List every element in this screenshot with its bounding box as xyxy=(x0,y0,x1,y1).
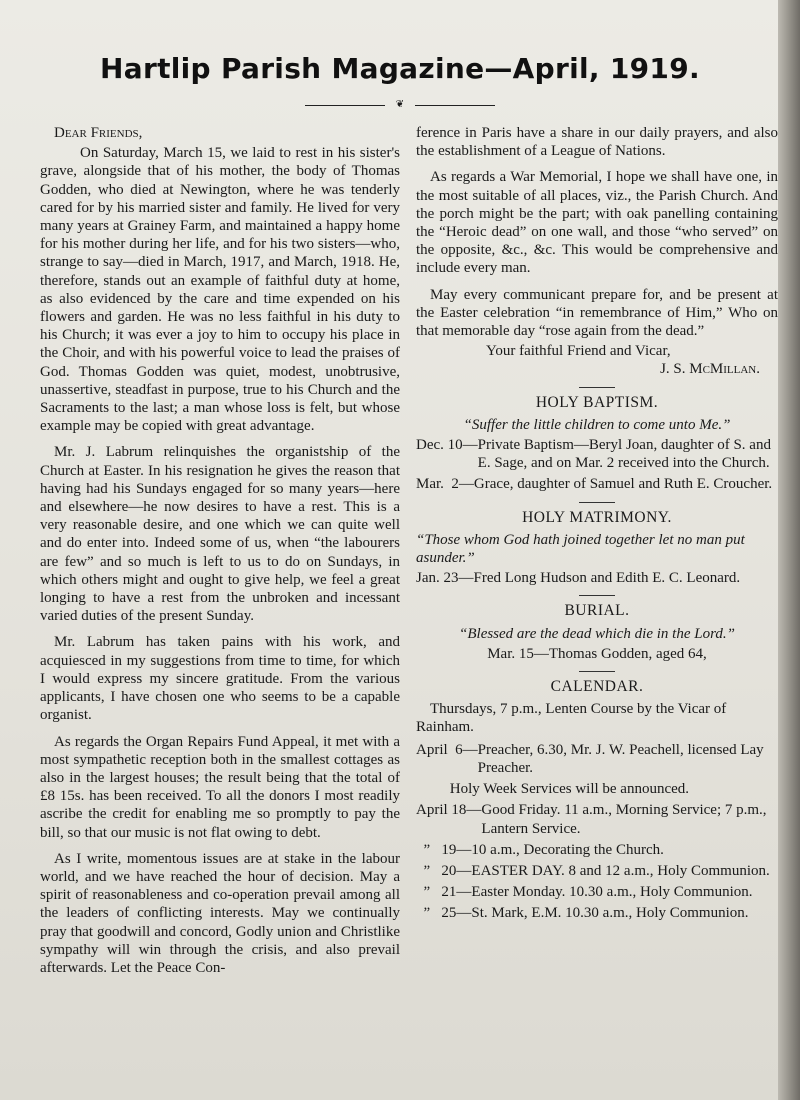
entry-date: ” 19— xyxy=(416,841,472,858)
entry-date: ” 20— xyxy=(416,862,472,879)
letter-signoff: Your faithful Friend and Vicar, xyxy=(486,343,671,360)
calendar-entry xyxy=(416,780,778,798)
calendar-entry xyxy=(416,741,778,777)
burial-quote: “Blessed are the dead which die in the Lord.” xyxy=(459,625,735,642)
entry-date: Dec. 10— xyxy=(416,437,478,454)
entry-text: EASTER DAY. 8 and 12 a.m., Holy Communion. xyxy=(471,862,770,879)
calendar-entry xyxy=(416,801,778,837)
letter-signature: J. S. McMillan. xyxy=(660,361,760,378)
section-divider xyxy=(579,387,615,388)
right-column xyxy=(416,124,778,926)
entry-text: Preacher, 6.30, Mr. J. W. Peachell, licensed Lay Preacher. xyxy=(477,741,764,776)
entry-text: Holy Week Services will be announced. xyxy=(449,781,690,798)
entry-date: April 18— xyxy=(416,802,482,819)
burial-entry: Mar. 15—Thomas Godden, aged 64, xyxy=(487,645,707,662)
calendar-entry xyxy=(416,904,778,922)
entry-text: 10 a.m., Decorating the Church. xyxy=(471,841,664,858)
entry-text: Private Baptism—Beryl Joan, daughter of S. and E. Sage, and on Mar. 2 received into the Church. xyxy=(477,437,771,472)
calendar-intro: Thursdays, 7 p.m., Lenten Course by the Vicar of Rainham. xyxy=(416,701,727,736)
entry-date: April 6— xyxy=(416,741,478,758)
entry-date: Mar. 2— xyxy=(416,476,474,493)
baptism-heading: HOLY BAPTISM. xyxy=(535,393,659,411)
entry-text: Grace, daughter of Samuel and Ruth E. Croucher. xyxy=(473,476,773,493)
entry-date: Jan. 23— xyxy=(416,570,474,587)
section-divider xyxy=(579,595,615,596)
entry-text: St. Mark, E.M. 10.30 a.m., Holy Communion. xyxy=(471,905,749,922)
left-column xyxy=(40,124,400,985)
letter-paragraph: As regards a War Memorial, I hope we shall have one, in the most suitable of all places, viz., the Parish Church. And the porch might be the part; with oak panelling containing the “Heroic dead” on one wall, and those “who served” on the opposite, &c., &c. This would be comprehensive and include every man. xyxy=(416,169,778,277)
calendar-heading: CALENDAR. xyxy=(550,678,644,696)
entry-text: Easter Monday. 10.30 a.m., Holy Communion. xyxy=(471,884,753,901)
letter-paragraph: As I write, momentous issues are at stake in the labour world, and we have reached the hour of decision. May a spirit of reasonableness and co-operation prevail among all the leaders of conflicting interests. May we continually pray that goodwill and concord, Godly union and Christlike sympathy will win through the crisis, and also prevail afterwards. Let the Peace Con- xyxy=(40,850,400,976)
matrimony-heading: HOLY MATRIMONY. xyxy=(522,508,672,526)
calendar-entry xyxy=(416,862,778,880)
calendar-entry xyxy=(416,883,778,901)
letter-paragraph: ference in Paris have a share in our daily prayers, and also the establishment of a League of Nations. xyxy=(416,125,778,160)
baptism-entry xyxy=(416,436,778,472)
matrimony-quote: “Those whom God hath joined together let no man put asunder.” xyxy=(416,531,745,567)
title-ornament-divider xyxy=(305,99,495,110)
entry-text: Fred Long Hudson and Edith E. C. Leonard. xyxy=(473,570,741,587)
letter-salutation: Dear Friends, xyxy=(54,125,143,141)
section-divider xyxy=(579,502,615,503)
letter-paragraph: Mr. J. Labrum relinquishes the organistship of the Church at Easter. In his resignation he gives the reason that having had his Sundays engaged for so many years—here and elsewhere—he now desires to have a rest. This is a very reasonable desire, and one which we can quite well and do enter into. Indeed some of us, when “the labourers are few” and so much is left to us to do on Sundays, in which others might and ought to give help, we feel a great longing to have a rest from the unbroken and incessant varied duties of the present Sunday. xyxy=(40,444,400,625)
letter-paragraph: As regards the Organ Repairs Fund Appeal, it met with a most sympathetic reception both in the smallest cottages as also in the largest houses; the result being that the total of £8 15s. has been received. To all the donors I most readily ascribe the credit for enabling me so promptly to pay the bill, so that our music is not flat owing to debt. xyxy=(40,733,400,841)
burial-heading: BURIAL. xyxy=(564,602,630,620)
matrimony-entry xyxy=(416,569,778,587)
section-divider xyxy=(579,671,615,672)
calendar-entry xyxy=(416,841,778,859)
entry-date: ” 25— xyxy=(416,905,472,922)
entry-text: Good Friday. 11 a.m., Morning Service; 7 p.m., Lantern Service. xyxy=(481,802,767,837)
letter-paragraph: On Saturday, March 15, we laid to rest in his sister's grave, alongside that of his mother, the body of Thomas Godden, who died at Newington, where he was tenderly cared for by his married sister and family. He lived for very many years at Grainey Farm, and maintained a happy home for his mother during her life, and for his two sisters—who, strange to say—died in March, 1917, and March, 1918. He, therefore, stands out an example of faithful duty at home, as also evidenced by the care and time expended on his flowers and garden. He was no less faithful in his duty to his Church; it was ever a joy to him to occupy his place in the Choir, and with his powerful voice to lead the praises of God. Thomas Godden was quiet, modest, unobtrusive, unassertive, steadfast in purpose, true to his Church and the Sacraments to the last; a man whose loss is felt, but whose example may be copied with great advantage. xyxy=(40,145,400,435)
ornament-icon: ❦ xyxy=(395,99,405,110)
entry-date: ” 21— xyxy=(416,884,472,901)
letter-paragraph: Mr. Labrum has taken pains with his work, and acquiesced in my suggestions from time to time, for which I would express my sincere gratitude. From the various applicants, I have chosen one who seems to be a capable organist. xyxy=(40,634,400,724)
baptism-entry xyxy=(416,475,778,493)
entry-date xyxy=(416,780,450,798)
page-title: Hartlip Parish Magazine—April, 1919. xyxy=(100,52,700,85)
letter-paragraph: May every communicant prepare for, and be present at the Easter celebration “in remembrance of Him,” Who on that memorable day “rose again from the dead.” xyxy=(416,286,778,340)
page-spine-edge xyxy=(778,0,800,1100)
baptism-quote: “Suffer the little children to come unto Me.” xyxy=(463,416,731,433)
